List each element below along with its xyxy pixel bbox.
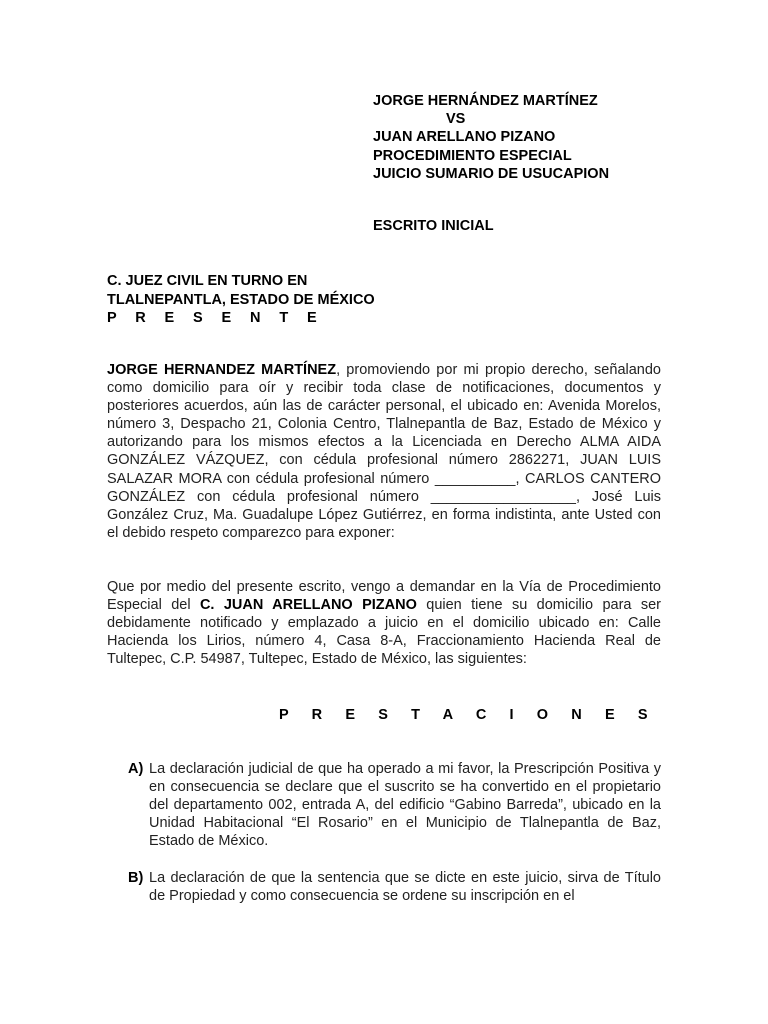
demand-paragraph — [107, 578, 661, 668]
document-type: ESCRITO INICIAL — [373, 218, 494, 234]
prestaciones-heading: P R E S T A C I O N E S — [279, 707, 658, 723]
prestacion-letter: A) — [128, 761, 144, 777]
prestacion-item — [128, 760, 661, 850]
intro-text: , promoviendo por mi propio derecho, señalando como domicilio para oír y recibir toda clase de notificaciones, documentos y posteriores acuerdos, aún las de carácter personal, el ubicado en: Avenida Morelos, número 3, Despacho 21, Colonia Centro, Tlalnepantla de Baz, Estado de México y autorizando para los mismos efectos a la Licenciada en Derecho ALMA AIDA GONZÁLEZ VÁZQUEZ, con cédula profesional número 2862271, JUAN LUIS SALAZAR MORA con cédula profesional número __________, CARLOS CANTERO GONZÁLEZ con cédula profesional número __________________, José Luis González Cruz, Ma. Guadalupe López Gutiérrez, en forma indistinta, ante Usted con el debido respeto comparezco para exponer: — [107, 362, 661, 541]
prestacion-text: La declaración de que la sentencia que se dicte en este juicio, sirva de Título de Propiedad y como consecuencia se ordene su inscripción en el — [149, 870, 661, 905]
prestacion-item — [128, 869, 661, 905]
demand-text-before: Que por medio del presente escrito, vengo a demandar en la Vía de Procedimiento Especial del — [107, 579, 661, 614]
addressee-line-1: C. JUEZ CIVIL EN TURNO EN — [107, 273, 308, 289]
demand-text-after: quien tiene su domicilio para ser debidamente notificado y emplazado a juicio en el domicilio ubicado en: Calle Hacienda los Lirios, número 4, Casa 8-A, Fraccionamiento Hacienda Real de Tultepec, C.P. 54987, Tultepec, Estado de México, las siguientes: — [107, 597, 662, 668]
trial-type: JUICIO SUMARIO DE USUCAPION — [373, 165, 610, 182]
addressee-block — [107, 272, 375, 328]
addressee-presente: P R E S E N T E — [107, 310, 325, 327]
intro-paragraph — [107, 361, 661, 542]
demand-defendant: C. JUAN ARELLANO PIZANO — [199, 597, 417, 614]
defendant-name: JUAN ARELLANO PIZANO — [373, 129, 556, 146]
addressee-line-2: TLALNEPANTLA, ESTADO DE MÉXICO — [107, 291, 375, 308]
promovente-name: JORGE HERNANDEZ MARTÍNEZ — [107, 362, 337, 378]
plaintiff-name: JORGE HERNÁNDEZ MARTÍNEZ — [373, 93, 598, 109]
prestacion-text: La declaración judicial de que ha operado a mi favor, la Prescripción Positiva y en consecuencia se declare que el suscrito se ha convertido en el propietario del departamento 002, entrada A, del edificio “Gabino Barreda”, ubicado en la Unidad Habitacional “El Rosario” en el Municipio de Tlalnepantla de Baz, Estado de México. — [149, 761, 661, 850]
procedure-type: PROCEDIMIENTO ESPECIAL — [373, 147, 572, 164]
versus-label: VS — [446, 111, 466, 128]
prestacion-letter: B) — [128, 870, 144, 886]
case-caption — [373, 92, 609, 183]
